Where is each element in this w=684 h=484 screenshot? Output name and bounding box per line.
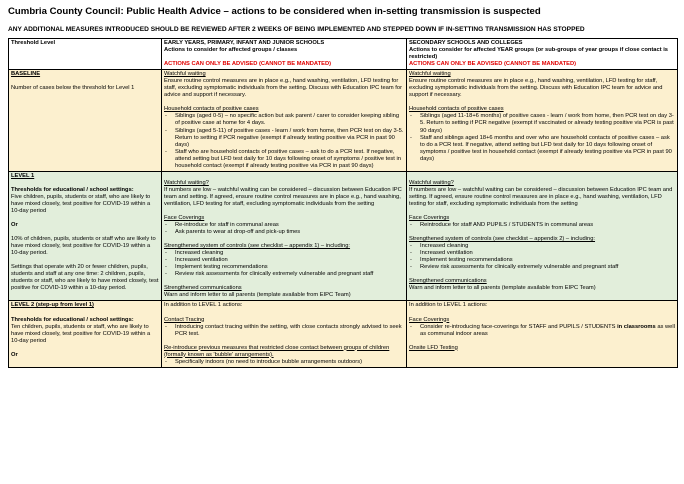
level1-primary-fc-list xyxy=(164,222,404,236)
list-item: - Specifically indoors (no need to introduce bubble arrangements outdoors) xyxy=(164,359,404,366)
level2-primary-ri-head: Re-introduce previous measures that restricted close contact between groups of children (formally known as 'bubble' arrangements). xyxy=(164,344,390,358)
level2-threshold-text1: Ten children, pupils, students or staff, who are likely to have mixed closely, test positive for COVID-19 within a 10-day period xyxy=(11,323,151,344)
baseline-secondary-hh-head: Household contacts of positive cases xyxy=(409,106,504,113)
level1-secondary-sc-head: Strengthened system of controls (see checklist – appendix 2) – including: xyxy=(409,236,596,243)
level1-or: Or xyxy=(11,222,18,229)
baseline-secondary-cell xyxy=(407,70,678,172)
list-item xyxy=(409,324,675,338)
level2-primary-cell xyxy=(162,301,407,367)
fc-item-text-end: as well as communal indoor areas xyxy=(420,323,675,337)
level1-primary-cell xyxy=(162,171,407,301)
level1-primary-comm-text: Warn and inform letter to all parents (template available from EIPC Team) xyxy=(164,292,351,299)
level2-or: Or xyxy=(11,351,18,358)
baseline-label: BASELINE xyxy=(11,71,41,78)
header-threshold xyxy=(9,39,162,70)
baseline-primary-ww-head: Watchful waiting xyxy=(164,71,206,78)
baseline-primary-hh-head: Household contacts of positive cases xyxy=(164,106,259,113)
level2-secondary-lfd-head: Onsite LFD Testing xyxy=(409,344,458,351)
level2-threshold-head: Thresholds for educational / school settings: xyxy=(11,316,134,323)
list-item: - Implement testing recommendations xyxy=(164,264,404,271)
baseline-primary-cell xyxy=(162,70,407,172)
level1-secondary-comm-text: Warn and inform letter to all parents (template available from EIPC Team) xyxy=(409,285,596,292)
level1-secondary-fc-head: Face Coverings xyxy=(409,214,450,221)
list-item: - Review risk assessments for clinically extremely vulnerable and pregnant staff xyxy=(409,264,675,271)
level1-threshold-text1: Five children, pupils, students or staff, who are likely to have mixed closely, test positive for COVID-19 within a 10-day period xyxy=(11,193,151,214)
level2-secondary-cell xyxy=(407,301,678,367)
level1-secondary-ww-text: If numbers are low – watchful waiting can be considered – discussion between Education IPC team and setting. If agreed, ensure routine control measures are in place e.g., hand washing, ventilation, LFD testing for staff, excluding symptomatic individuals from the setting xyxy=(409,186,673,207)
level2-primary-ct-head: Contact Tracing xyxy=(164,316,205,323)
list-item: - Increased cleaning xyxy=(409,243,675,250)
table-header-row xyxy=(9,39,678,70)
list-item: - Siblings (aged 11-18+6 months) of positive cases - learn / work from home, then PCR test on day 3-5. Return to setting if PCR negative (exempt if vaccinated or already testing positive via PCR is past 90 days) xyxy=(409,113,675,134)
table-row-baseline xyxy=(9,70,678,172)
baseline-threshold-cell xyxy=(9,70,162,172)
header-secondary-sub: Actions to consider for affected YEAR groups (or sub-groups of year groups if close contact is restricted) xyxy=(409,47,668,61)
table-row-level1 xyxy=(9,171,678,301)
list-item: - Introducing contact tracing within the setting, with close contacts strongly advised to seek PCR test. xyxy=(164,324,404,338)
header-secondary-warning: ACTIONS CAN ONLY BE ADVISED (CANNOT BE MANDATED) xyxy=(409,61,577,68)
table-row-level2 xyxy=(9,301,678,367)
level2-secondary-fc-head: Face Coverings xyxy=(409,316,450,323)
header-threshold-label: Threshold Level xyxy=(11,40,56,46)
document-subtitle: ANY ADDITIONAL MEASURES INTRODUCED SHOULD BE REVIEWED AFTER 2 WEEKS OF BEING IMPLEMENTED AND STEPPED DOWN IF IN-SETTING TRANSMISSION HAS STOPPED xyxy=(8,26,585,33)
header-primary-warning: ACTIONS CAN ONLY BE ADVISED (CANNOT BE MANDATED) xyxy=(164,61,332,68)
level1-threshold-text3: Settings that operate with 20 or fewer children, pupils, students and staff at any one time: 2 children, pupils, students or staff, who are likely to have mixed closely, test positive for COVID-19 within a 10-day period. xyxy=(11,264,159,292)
level1-primary-fc-head: Face Coverings xyxy=(164,214,205,221)
baseline-secondary-hh-list xyxy=(409,113,675,162)
list-item: - Increased ventilation xyxy=(164,257,404,264)
level1-secondary-cell xyxy=(407,171,678,301)
list-item: - Staff who are household contacts of positive cases – ask to do a PCR test. If negative, attend setting but LFD test daily for 10 days following onset of symptoms / positive test in household contact (exempt if already testing positive via PCR in past 90 days) xyxy=(164,149,404,170)
level1-secondary-sc-list xyxy=(409,243,675,271)
level1-primary-ww-head: Watchful waiting? xyxy=(164,179,209,186)
header-secondary xyxy=(407,39,678,70)
list-item: - Re-introduce for staff in communal areas xyxy=(164,222,404,229)
list-item: - Ask parents to wear at drop-off and pick-up times xyxy=(164,229,404,236)
header-primary-title: EARLY YEARS, PRIMARY, INFANT AND JUNIOR SCHOOLS xyxy=(164,40,325,46)
level1-threshold-text2: 10% of children, pupils, students or staff who are likely to have mixed closely, test positive for COVID-19 within a 10-day period. xyxy=(11,236,156,257)
header-primary-sub: Actions to consider for affected groups / classes xyxy=(164,47,298,54)
baseline-desc: Number of cases below the threshold for Level 1 xyxy=(11,85,135,92)
level1-primary-sc-list xyxy=(164,250,404,278)
fc-item-text: Consider re-introducing face-coverings for STAFF and PUPILS / STUDENTS xyxy=(420,323,618,330)
advice-table xyxy=(8,38,678,368)
list-item: - Staff and siblings aged 18+6 months and over who are household contacts of positive cases – ask to do a PCR test. If negative, attend setting but LFD test daily for 10 days following onset of symptoms / positive test in household contact (exempt if already testing positive via PCR in past 90 days) xyxy=(409,135,675,163)
level2-label: LEVEL 2 (step-up from level 1) xyxy=(11,302,94,309)
header-secondary-title: SECONDARY SCHOOLS AND COLLEGES xyxy=(409,40,523,46)
level1-primary-comm-head: Strengthened communications xyxy=(164,285,242,292)
list-item: - Reintroduce for staff AND PUPILS / STUDENTS in communal areas xyxy=(409,222,675,229)
level1-primary-sc-head: Strengthened system of controls (see checklist – appendix 1) – including: xyxy=(164,243,351,250)
baseline-secondary-ww-text: Ensure routine control measures are in place e.g., hand washing, ventilation, LFD testing for staff, excluding symptomatic individuals from the setting. Discuss with Education IPC team for advice and support if necessary. xyxy=(409,78,663,99)
list-item: - Review risk assessments for clinically extremely vulnerable and pregnant staff xyxy=(164,271,404,278)
level1-label: LEVEL 1 xyxy=(11,172,35,179)
list-item: - Increased cleaning xyxy=(164,250,404,257)
level2-primary-ct-list xyxy=(164,324,404,338)
list-item: - Implement testing recommendations xyxy=(409,257,675,264)
level2-secondary-intro: In addition to LEVEL 1 actions: xyxy=(409,302,488,309)
document-title: Cumbria County Council: Public Health Advice – actions to be considered when in-setting transmission is suspected xyxy=(8,6,541,17)
level1-secondary-comm-head: Strengthened communications xyxy=(409,278,487,285)
list-item: - Siblings (aged 5-11) of positive cases - learn / work from home, then PCR test on day 3-5. Return to setting if PCR negative (exempt if already testing positive via PCR in past 90 days) xyxy=(164,128,404,149)
level1-secondary-ww-head: Watchful waiting? xyxy=(409,179,454,186)
baseline-primary-ww-text: Ensure routine control measures are in place e.g., hand washing, ventilation, LFD testing for staff, excluding symptomatic individuals from the setting. Discuss with Education IPC team for advice and support if necessary. xyxy=(164,78,402,99)
level2-primary-intro: In addition to LEVEL 1 actions: xyxy=(164,302,243,309)
level1-threshold-cell xyxy=(9,171,162,301)
list-item: - Siblings (aged 0-5) – no specific action but ask parent / carer to consider keeping sibling of positive case at home for 4 days. xyxy=(164,113,404,127)
level2-primary-ri-list xyxy=(164,359,404,366)
baseline-secondary-ww-head: Watchful waiting xyxy=(409,71,451,78)
level2-secondary-fc-list xyxy=(409,324,675,338)
level1-secondary-fc-list xyxy=(409,222,675,229)
level1-threshold-head: Thresholds for educational / school settings: xyxy=(11,186,134,193)
level1-primary-ww-text: If numbers are low – watchful waiting can be considered – discussion between Education IPC team and setting. If agreed, ensure routine control measures are in place e.g., hand washing, ventilation, LFD testing for staff, excluding symptomatic individuals from the setting xyxy=(164,186,402,207)
header-primary xyxy=(162,39,407,70)
fc-item-emphasis: in classrooms xyxy=(617,323,656,330)
level2-threshold-cell xyxy=(9,301,162,367)
baseline-primary-hh-list xyxy=(164,113,404,169)
list-item: - Increased ventilation xyxy=(409,250,675,257)
